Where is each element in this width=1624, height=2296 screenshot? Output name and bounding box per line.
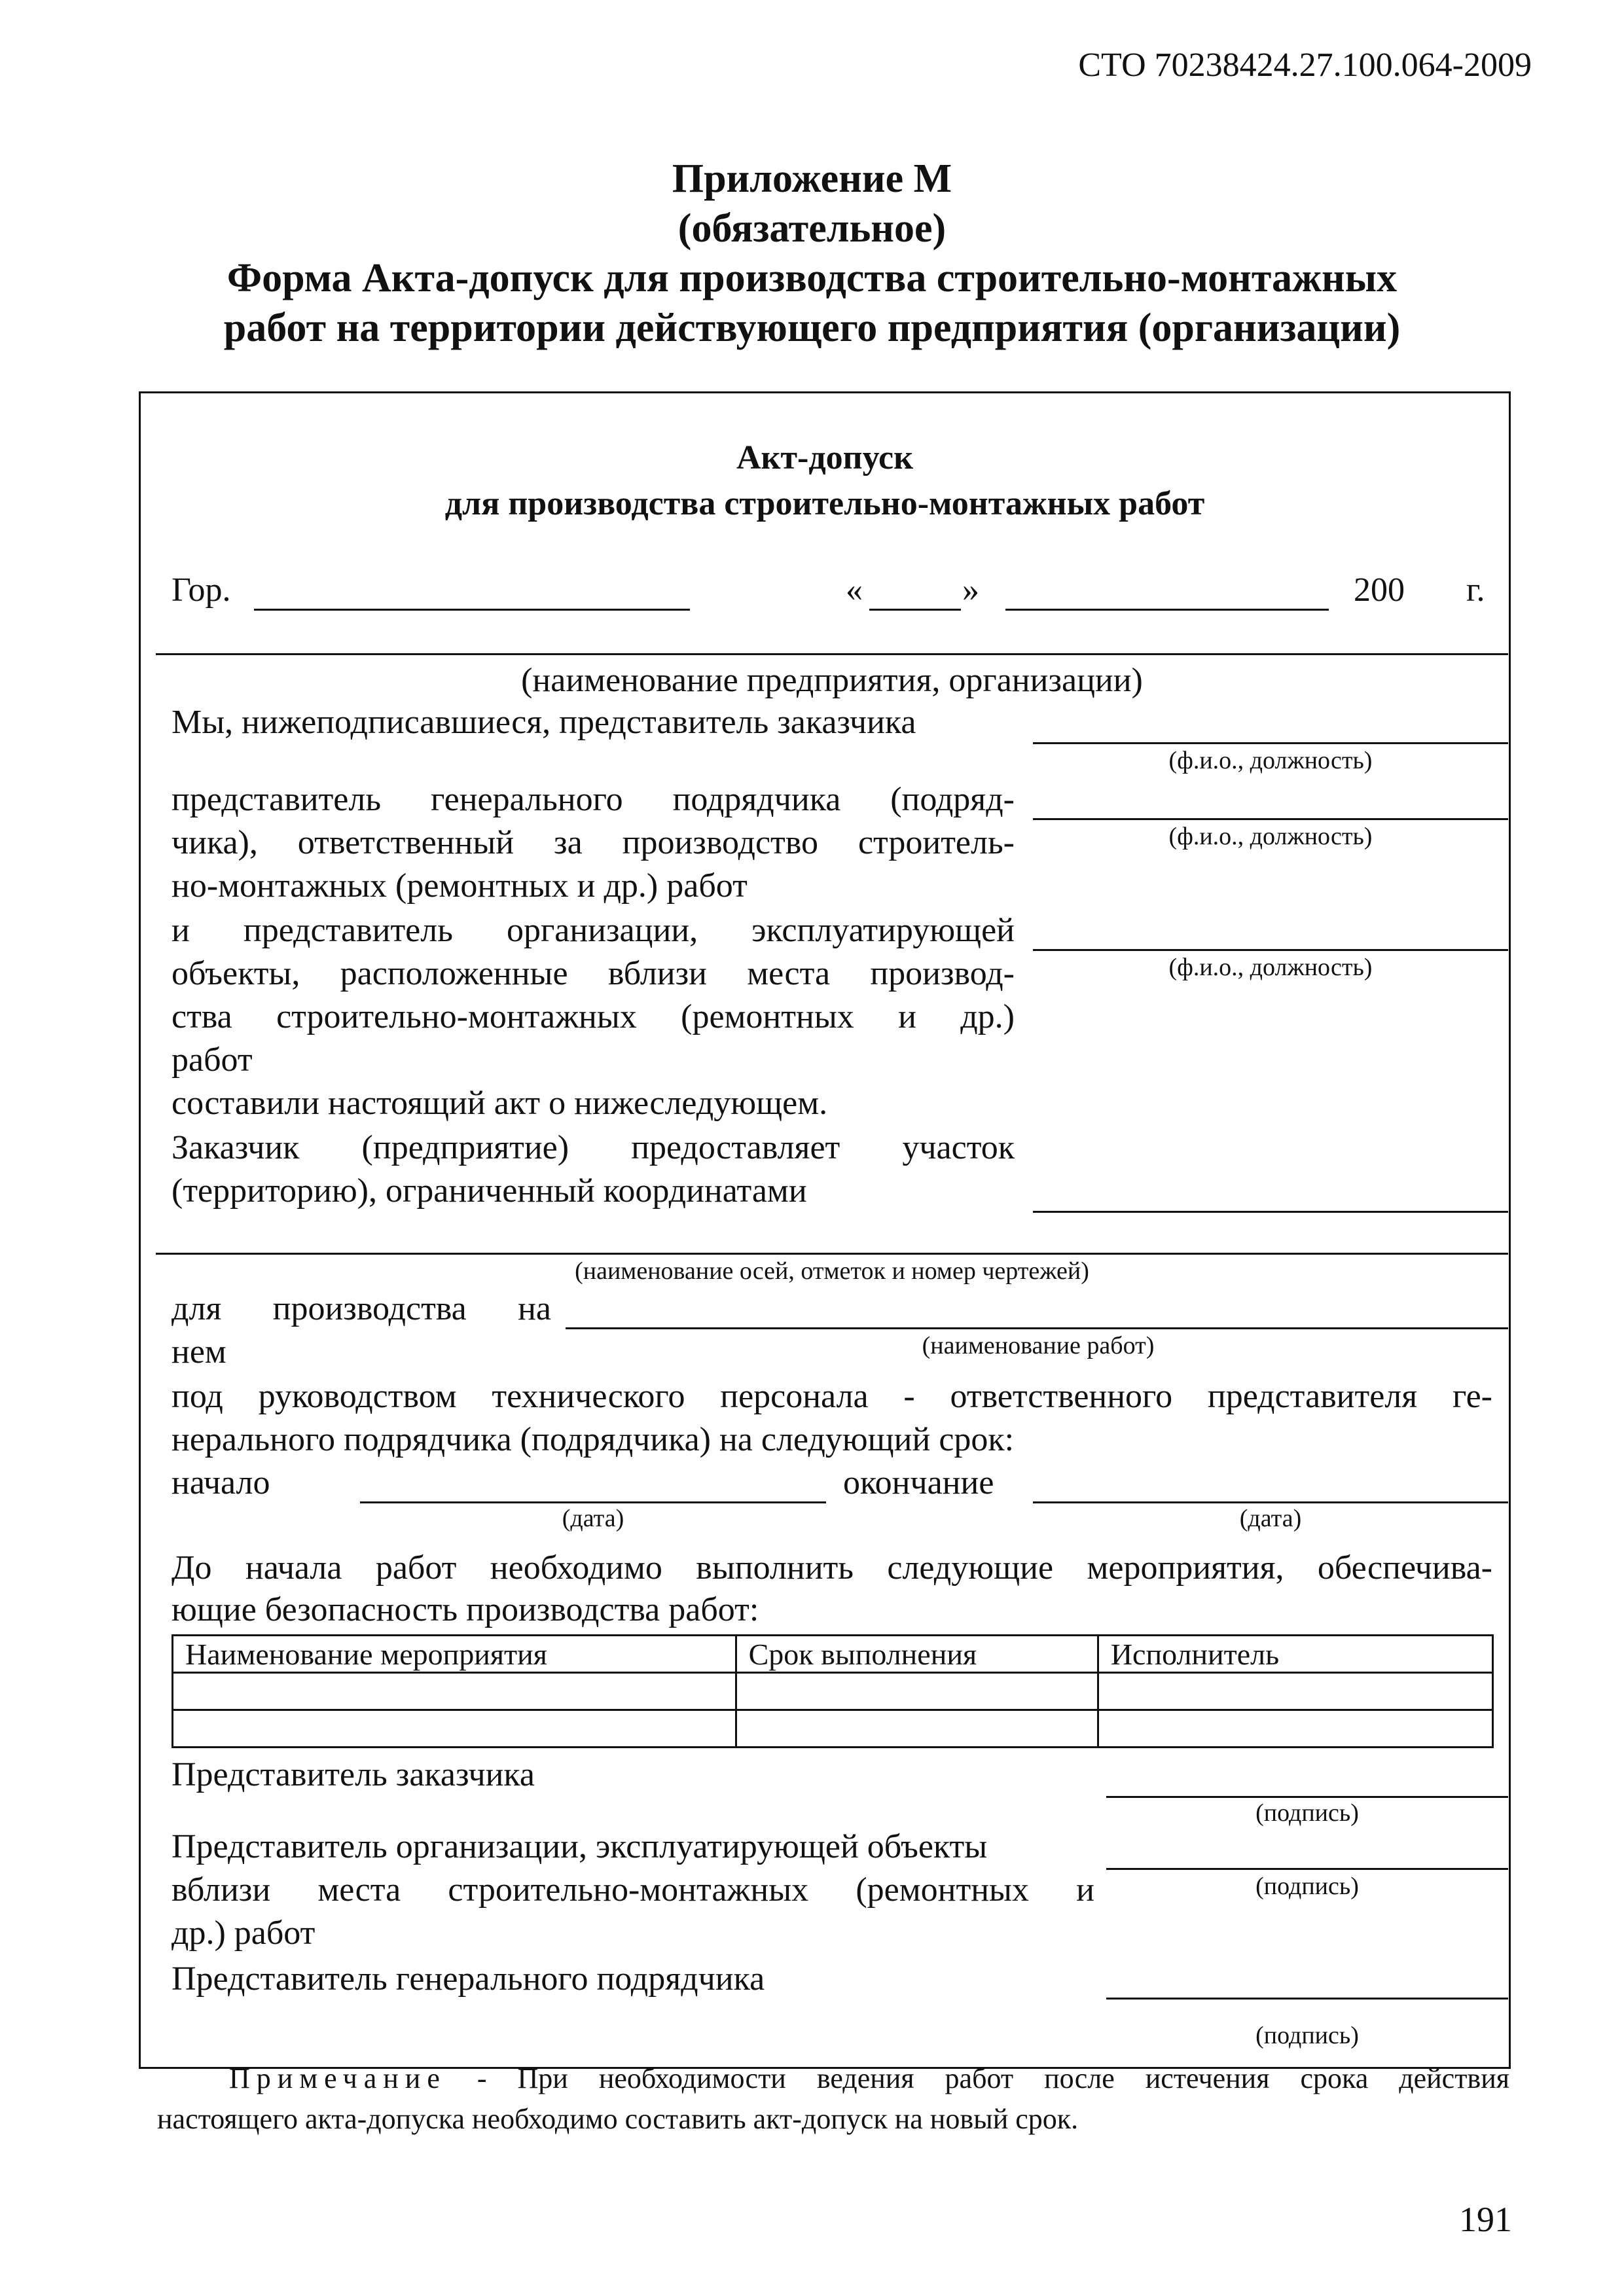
customer-signature-label: Представитель заказчика: [171, 1756, 535, 1793]
organization-field[interactable]: [156, 653, 1508, 655]
city-label: Гор.: [171, 571, 231, 609]
table-header-cell: Срок выполнения: [736, 1636, 1098, 1673]
for-production-text: для производства на: [171, 1290, 551, 1327]
customer-signature-caption: (подпись): [1255, 1799, 1359, 1827]
general-contractor-text-3: но-монтажных (ремонтных и др.) работ: [171, 867, 748, 905]
start-date-caption: (дата): [562, 1505, 624, 1532]
form-title-line-1: Форма Акта-допуск для производства строительно-монтажных: [226, 256, 1398, 300]
year-suffix: г.: [1466, 571, 1485, 609]
operator-signature-field[interactable]: [1106, 1868, 1508, 1870]
table-header-row: [173, 1636, 1493, 1673]
table-cell[interactable]: [173, 1673, 736, 1710]
table-cell[interactable]: [1098, 1710, 1492, 1748]
footnote: [157, 2058, 1509, 2140]
date-quote-close: »: [962, 571, 979, 609]
operator-signature-label-2: вблизи места строительно-монтажных (ремонтных и: [171, 1871, 1094, 1909]
act-composed-text: составили настоящий акт о нижеследующем.: [171, 1085, 828, 1122]
table-row: [173, 1710, 1493, 1748]
table-cell[interactable]: [1098, 1673, 1492, 1710]
operator-caption: (ф.и.о., должность): [1168, 954, 1373, 981]
start-date-field[interactable]: [360, 1501, 826, 1503]
general-contractor-field[interactable]: [1033, 818, 1508, 820]
general-signature-label: Представитель генерального подрядчика: [171, 1960, 765, 1998]
day-field[interactable]: [869, 609, 961, 611]
customer-rep-field[interactable]: [1033, 742, 1508, 744]
date-quote-open: «: [846, 571, 863, 609]
organization-caption: (наименование предприятия, организации): [521, 662, 1143, 699]
guidance-text-2: нерального подрядчика (подрядчика) на следующий срок:: [171, 1421, 1015, 1458]
end-date-field[interactable]: [1033, 1501, 1508, 1503]
measures-table: [171, 1634, 1494, 1748]
operator-text-4: работ: [171, 1041, 253, 1079]
end-date-caption: (дата): [1239, 1505, 1302, 1532]
act-title: [139, 435, 1511, 527]
city-field[interactable]: [254, 609, 690, 611]
act-title-line-2: для производства строительно-монтажных работ: [444, 485, 1205, 522]
table-header-cell: Наименование мероприятия: [173, 1636, 736, 1673]
measures-text-2: ющие безопасность производства работ:: [171, 1591, 759, 1628]
works-field[interactable]: [566, 1327, 1508, 1329]
territory-text-1: Заказчик (предприятие) предоставляет участок: [171, 1129, 1015, 1166]
general-contractor-text-1: представитель генерального подрядчика (подряд-: [171, 781, 1015, 818]
operator-text-2: объекты, расположенные вблизи места производ-: [171, 955, 1015, 992]
appendix-title: [131, 154, 1493, 353]
table-row: [173, 1673, 1493, 1710]
axes-caption: (наименование осей, отметок и номер чертежей): [575, 1257, 1089, 1285]
form-title-line-2: работ на территории действующего предприятия (организации): [223, 306, 1401, 350]
general-contractor-text-2: чика), ответственный за производство строитель-: [171, 824, 1015, 861]
coordinates-field-1[interactable]: [1033, 1211, 1508, 1213]
guidance-text-1: под руководством технического персонала - ответственного представителя ге-: [171, 1378, 1492, 1415]
appendix-label: Приложение М: [672, 156, 952, 201]
general-contractor-caption: (ф.и.о., должность): [1168, 823, 1373, 850]
year-prefix: 200: [1354, 571, 1405, 609]
measures-text-1: До начала работ необходимо выполнить следующие мероприятия, обеспечива-: [171, 1549, 1492, 1587]
appendix-status: (обязательное): [677, 206, 947, 251]
operator-signature-caption: (подпись): [1255, 1873, 1359, 1900]
customer-rep-text: Мы, нижеподписавшиеся, представитель заказчика: [171, 704, 916, 741]
month-field[interactable]: [1005, 609, 1329, 611]
end-label: окончание: [843, 1464, 994, 1501]
act-title-line-1: Акт-допуск: [736, 439, 914, 476]
document-code: СТО 70238424.27.100.064-2009: [1078, 46, 1532, 84]
footnote-line-2: настоящего акта-допуска необходимо составить акт-допуск на новый срок.: [157, 2103, 1079, 2135]
nem-text: нем: [171, 1333, 226, 1371]
operator-text-3: ства строительно-монтажных (ремонтных и др.): [171, 998, 1015, 1035]
operator-text-1: и представитель организации, эксплуатирующей: [171, 912, 1015, 949]
start-label: начало: [171, 1464, 270, 1501]
footnote-line-1: [157, 2058, 1509, 2099]
table-cell[interactable]: [173, 1710, 736, 1748]
table-header-cell: Исполнитель: [1098, 1636, 1492, 1673]
general-signature-field[interactable]: [1106, 1998, 1508, 2000]
page-number: 191: [1459, 2200, 1512, 2239]
works-caption: (наименование работ): [922, 1332, 1155, 1359]
general-signature-caption: (подпись): [1255, 2022, 1359, 2049]
operator-signature-label-3: др.) работ: [171, 1914, 316, 1952]
table-cell[interactable]: [736, 1710, 1098, 1748]
coordinates-field-2[interactable]: [156, 1253, 1508, 1255]
customer-signature-field[interactable]: [1106, 1796, 1508, 1798]
table-cell[interactable]: [736, 1673, 1098, 1710]
footnote-label: Примечание: [229, 2062, 446, 2094]
operator-signature-label-1: Представитель организации, эксплуатирующей объекты: [171, 1828, 988, 1865]
customer-rep-caption: (ф.и.о., должность): [1168, 747, 1373, 774]
footnote-text-1: - При необходимости ведения работ после истечения срока действия: [446, 2062, 1509, 2094]
territory-text-2: (территорию), ограниченный координатами: [171, 1172, 807, 1210]
operator-field[interactable]: [1033, 949, 1508, 951]
